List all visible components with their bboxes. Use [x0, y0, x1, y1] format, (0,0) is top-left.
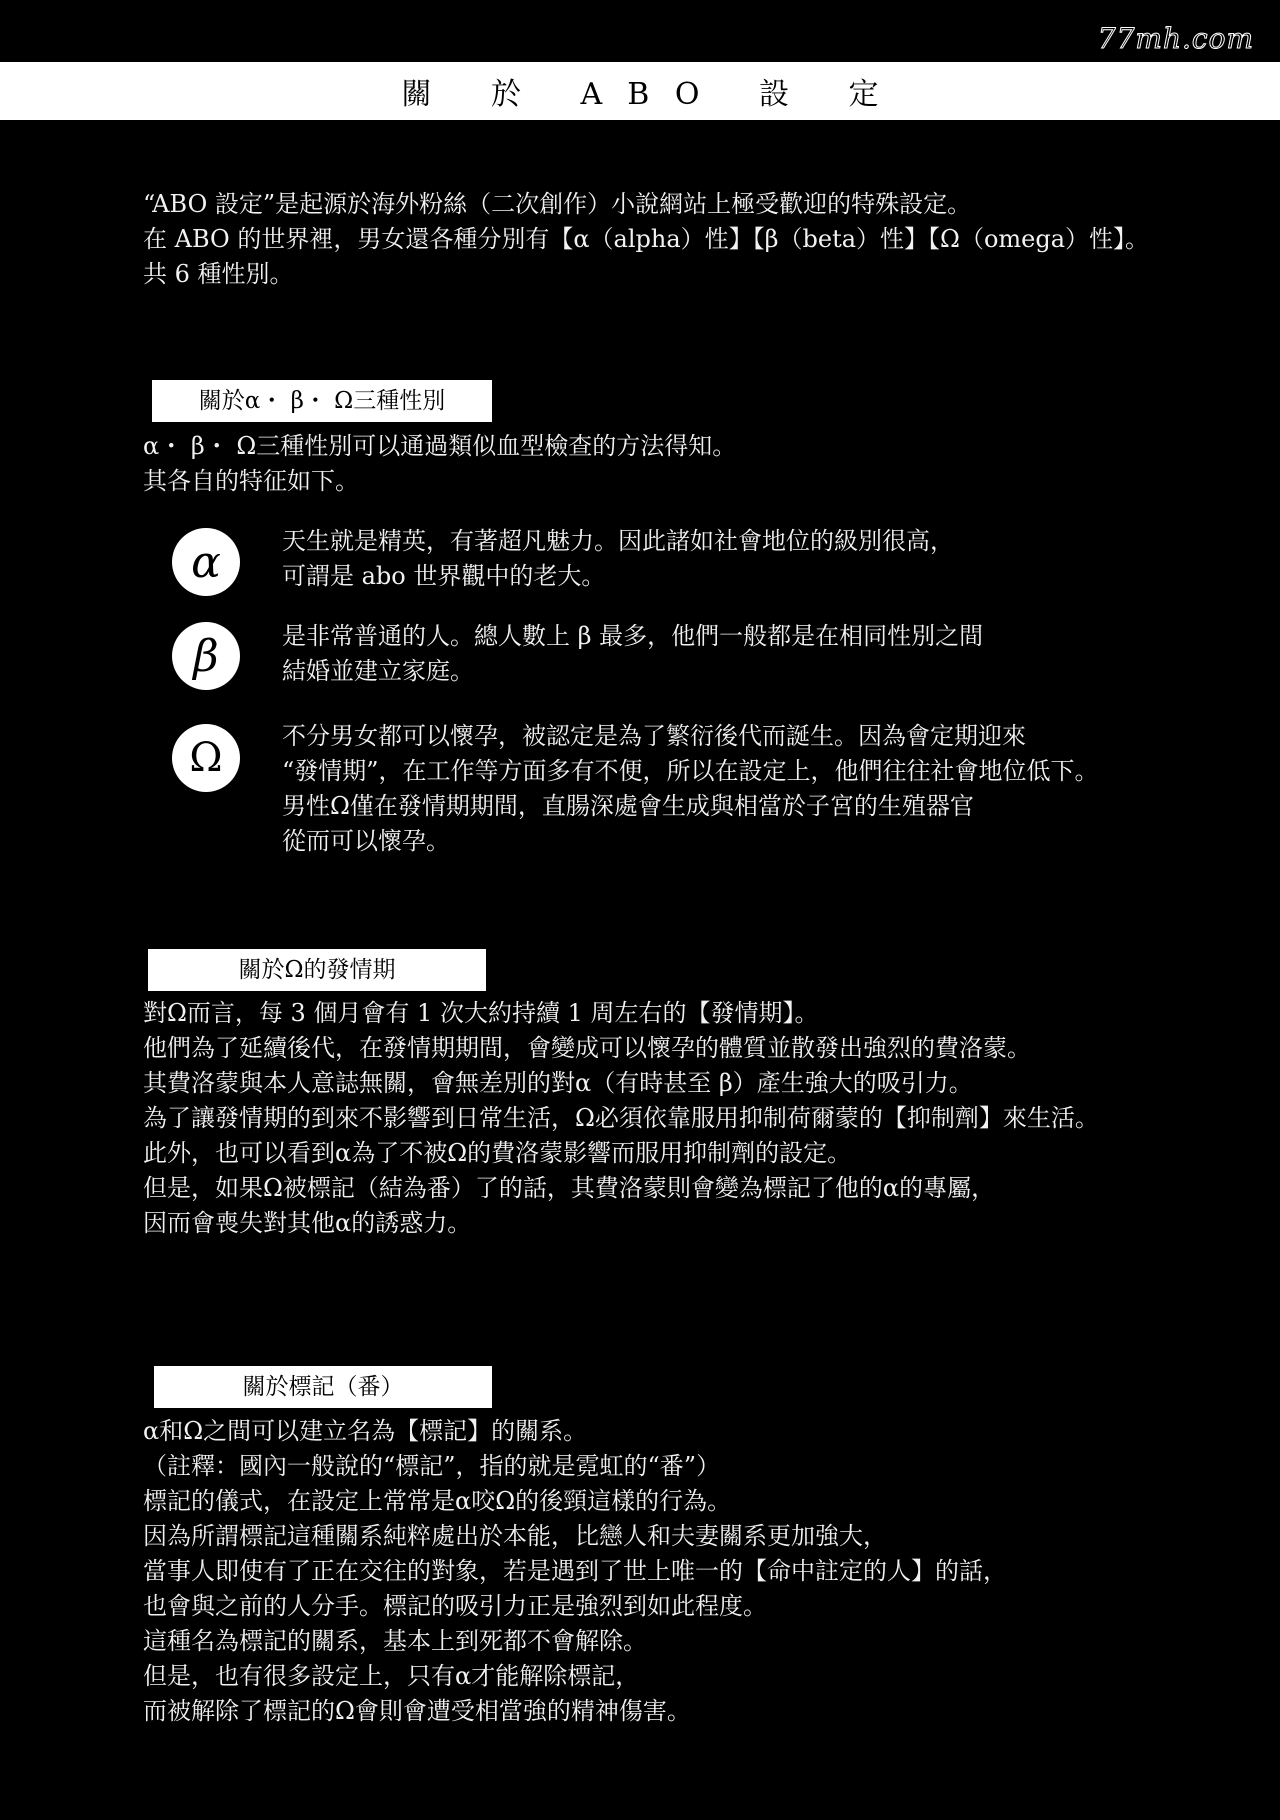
title-banner [0, 62, 1280, 120]
text-line: 當事人即使有了正在交往的對象，若是遇到了世上唯一的【命中註定的人】的話， [143, 1557, 1007, 1585]
page-title: 關 於 ABO 設 定 [401, 77, 904, 112]
text-line: 但是，也有很多設定上，只有α才能解除標記， [143, 1662, 640, 1690]
text-line: α和Ω之間可以建立名為【標記】的關系。 [143, 1417, 588, 1445]
text-line: 從而可以懷孕。 [282, 827, 450, 855]
genders-intro [143, 429, 736, 499]
beta-description [282, 619, 983, 689]
text-line: 其費洛蒙與本人意誌無關，會無差別的對α（有時甚至 β）產生強大的吸引力。 [143, 1069, 973, 1097]
text-line: 也會與之前的人分手。標記的吸引力正是強烈到如此程度。 [143, 1592, 767, 1620]
alpha-description [282, 524, 954, 594]
intro-paragraph [143, 187, 1149, 292]
text-line: 因而會喪失對其他α的誘惑力。 [143, 1209, 472, 1237]
omega-icon: Ω [172, 724, 240, 792]
text-line: 因為所謂標記這種關系純粹處出於本能，比戀人和夫妻關系更加強大， [143, 1522, 887, 1550]
text-line: 是非常普通的人。總人數上 β 最多，他們一般都是在相同性別之間 [282, 622, 984, 650]
text-line: 天生就是精英，有著超凡魅力。因此諸如社會地位的級別很高， [282, 527, 954, 555]
section-heading-genders: 關於α・ β・ Ω三種性別 [152, 380, 492, 422]
text-line: 但是，如果Ω被標記（結為番）了的話，其費洛蒙則會變為標記了他的α的專屬， [143, 1174, 996, 1202]
text-line: 共 6 種性別。 [143, 260, 294, 288]
text-line: 這種名為標記的關系，基本上到死都不會解除。 [143, 1627, 647, 1655]
beta-icon: β [172, 622, 240, 690]
text-line: 不分男女都可以懷孕，被認定是為了繁衍後代而誕生。因為會定期迎來 [282, 722, 1026, 750]
text-line: 其各自的特征如下。 [143, 467, 359, 495]
text-line: “ABO 設定”是起源於海外粉絲（二次創作）小說網站上極受歡迎的特殊設定。 [143, 190, 972, 218]
text-line: 此外，也可以看到α為了不被Ω的費洛蒙影響而服用抑制劑的設定。 [143, 1139, 852, 1167]
heat-paragraph [143, 996, 1099, 1241]
section-heading-marking: 關於標記（番） [154, 1366, 492, 1408]
text-line: 而被解除了標記的Ω會則會遭受相當強的精神傷害。 [143, 1697, 691, 1725]
alpha-icon: α [172, 528, 240, 596]
text-line: 結婚並建立家庭。 [282, 657, 474, 685]
text-line: 標記的儀式，在設定上常常是α咬Ω的後頸這樣的行為。 [143, 1487, 732, 1515]
text-line: 男性Ω僅在發情期期間，直腸深處會生成與相當於子宮的生殖器官 [282, 792, 974, 820]
text-line: “發情期”，在工作等方面多有不便，所以在設定上，他們往往社會地位低下。 [282, 757, 1099, 785]
text-line: α・ β・ Ω三種性別可以通過類似血型檢查的方法得知。 [143, 432, 737, 460]
omega-description [282, 719, 1099, 859]
site-watermark: 77mh.com [1097, 22, 1254, 55]
marking-paragraph [143, 1414, 1007, 1729]
text-line: 他們為了延續後代，在發情期期間，會變成可以懷孕的體質並散發出強烈的費洛蒙。 [143, 1034, 1031, 1062]
text-line: （註釋：國內一般說的“標記”，指的就是霓虹的“番”） [143, 1452, 721, 1480]
section-heading-heat: 關於Ω的發情期 [148, 949, 486, 991]
text-line: 在 ABO 的世界裡，男女還各種分別有【α（alpha）性】【β（beta）性】【Ω（omega）性】。 [143, 225, 1150, 253]
text-line: 可謂是 abo 世界觀中的老大。 [282, 562, 606, 590]
text-line: 為了讓發情期的到來不影響到日常生活，Ω必須依靠服用抑制荷爾蒙的【抑制劑】來生活。 [143, 1104, 1099, 1132]
text-line: 對Ω而言，每 3 個月會有 1 次大約持續 1 周左右的【發情期】。 [143, 999, 819, 1027]
